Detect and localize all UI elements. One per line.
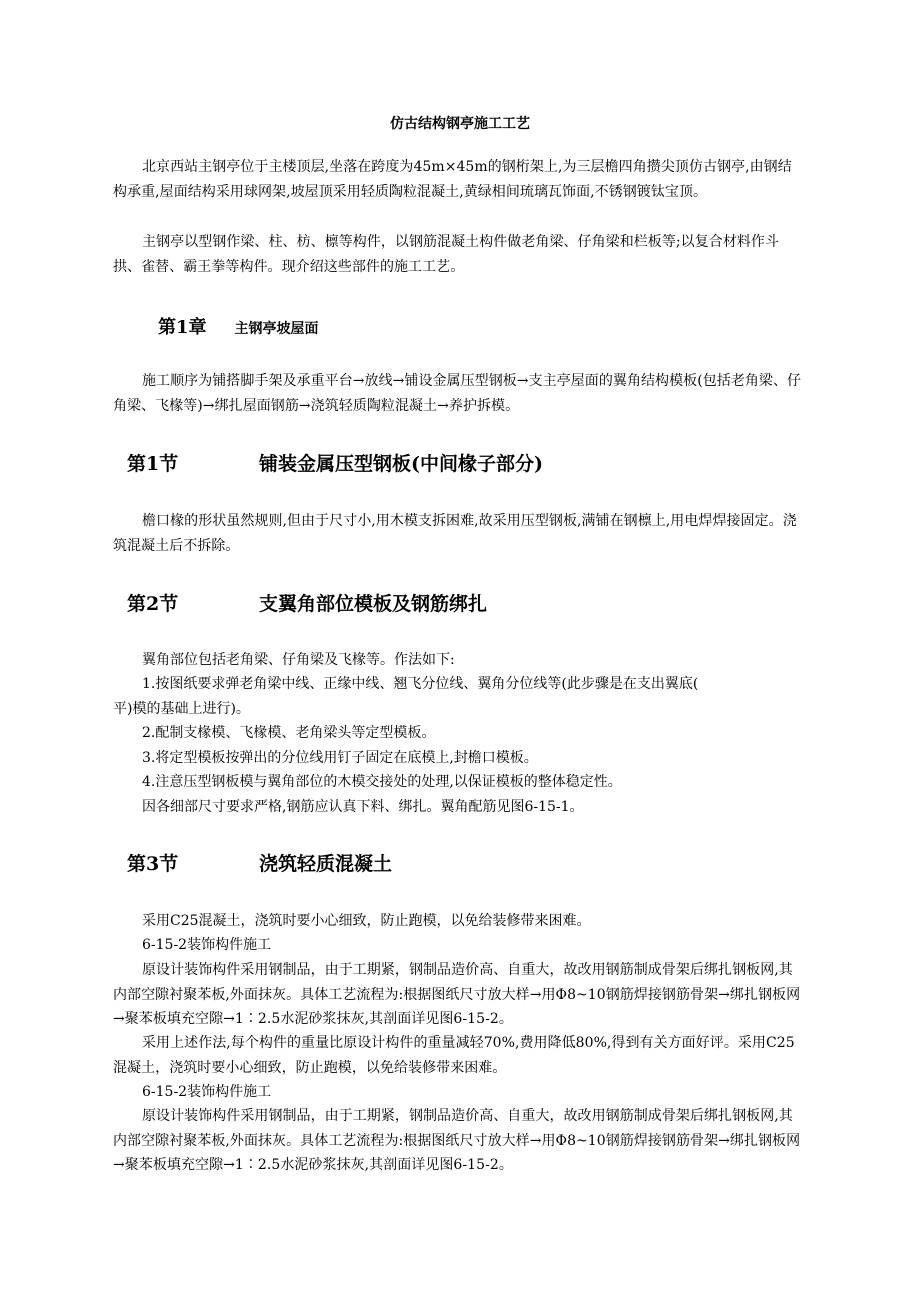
section-2-number: 第2节: [127, 593, 179, 615]
section-2-item-1a: 1.按图纸要求弹老角梁中线、正缘中线、翘飞分位线、翼角分位线等(此步骤是在支出翼底(: [142, 676, 699, 692]
chapter-number: 第1章: [158, 317, 207, 338]
section-2-item-2: 2.配制支椽模、飞椽模、老角梁头等定型模板。: [142, 725, 436, 741]
section-3-paragraph-3: 原设计装饰构件采用钢制品，由于工期紧，钢制品造价高、自重大，故改用钢筋制成骨架后绑扎钢板网,其内部空隙衬聚苯板,外面抹灰。具体工艺流程为:根据图纸尺寸放大样→用Φ8~10钢筋焊接钢筋骨架→绑扎钢板网→聚苯板填充空隙→1∶2.5水泥砂浆抹灰,其剖面详见图6-15-2。: [113, 1108, 801, 1173]
chapter-title: 主钢亭坡屋面: [234, 321, 319, 337]
intro-paragraph-1: 北京西站主钢亭位于主楼顶层,坐落在跨度为45m×45m的钢桁架上,为三层檐四角攒尖顶仿古钢亭,由钢结构承重,屋面结构采用球网架,坡屋顶采用轻质陶粒混凝土,黄绿相间琉璃瓦饰面,不锈钢镀钛宝顶。: [113, 159, 792, 200]
section-3-number: 第3节: [127, 853, 179, 875]
section-1-paragraph: 檐口椽的形状虽然规则,但由于尺寸小,用木模支拆困难,故采用压型钢板,满铺在钢檩上,用电焊焊接固定。浇筑混凝土后不拆除。: [113, 513, 797, 554]
section-3-heading: [127, 849, 392, 876]
chapter-paragraph: 施工顺序为铺搭脚手架及承重平台→放线→铺设金属压型钢板→支主亭屋面的翼角结构模板(包括老角梁、仔角梁、飞椽等)→绑扎屋面钢筋→浇筑轻质陶粒混凝土→养护拆模。: [113, 373, 802, 414]
chapter-heading: [158, 313, 319, 339]
section-1-title: 铺装金属压型钢板(中间椽子部分): [259, 453, 543, 475]
section-3-subheading-2: 6-15-2装饰构件施工: [142, 1084, 272, 1100]
section-2-title: 支翼角部位模板及钢筋绑扎: [259, 593, 488, 615]
section-3-title: 浇筑轻质混凝土: [259, 853, 393, 875]
section-2-heading: [127, 589, 487, 616]
section-3-paragraph-2: 采用上述作法,每个构件的重量比原设计构件的重量减轻70%,费用降低80%,得到有关方面好评。采用C25混凝土，浇筑时要小心细致，防止跑模，以免给装修带来困难。: [113, 1035, 795, 1076]
section-2-item-1b: 平)模的基础上进行)。: [113, 701, 250, 717]
section-1-number: 第1节: [127, 453, 179, 475]
section-3-paragraph-1: 原设计装饰构件采用钢制品，由于工期紧，钢制品造价高、自重大，故改用钢筋制成骨架后绑扎钢板网,其内部空隙衬聚苯板,外面抹灰。具体工艺流程为:根据图纸尺寸放大样→用Φ8~10钢筋焊接钢筋骨架→绑扎钢板网→聚苯板填充空隙→1∶2.5水泥砂浆抹灰,其剖面详见图6-15-2。: [113, 962, 801, 1027]
section-2-item-3: 3.将定型模板按弹出的分位线用钉子固定在底模上,封檐口模板。: [142, 750, 538, 766]
section-3-line-1: 采用C25混凝土，浇筑时要小心细致，防止跑模，以免给装修带来困难。: [142, 913, 591, 929]
document-title: 仿古结构钢亭施工工艺: [390, 116, 530, 132]
section-1-heading: [127, 449, 543, 476]
section-2-closing: 因各细部尺寸要求严格,钢筋应认真下料、绑扎。翼角配筋见图6-15-1。: [142, 799, 584, 815]
intro-paragraph-2: 主钢亭以型钢作梁、柱、枋、檩等构件，以钢筋混凝土构件做老角梁、仔角梁和栏板等;以复合材料作斗拱、雀替、霸王拳等构件。现介绍这些部件的施工工艺。: [113, 234, 780, 275]
section-3-subheading-1: 6-15-2装饰构件施工: [142, 937, 272, 953]
section-2-item-4: 4.注意压型钢板模与翼角部位的木模交接处的处理,以保证模板的整体稳定性。: [142, 774, 622, 790]
section-2-intro: 翼角部位包括老角梁、仔角梁及飞椽等。作法如下:: [142, 652, 455, 668]
